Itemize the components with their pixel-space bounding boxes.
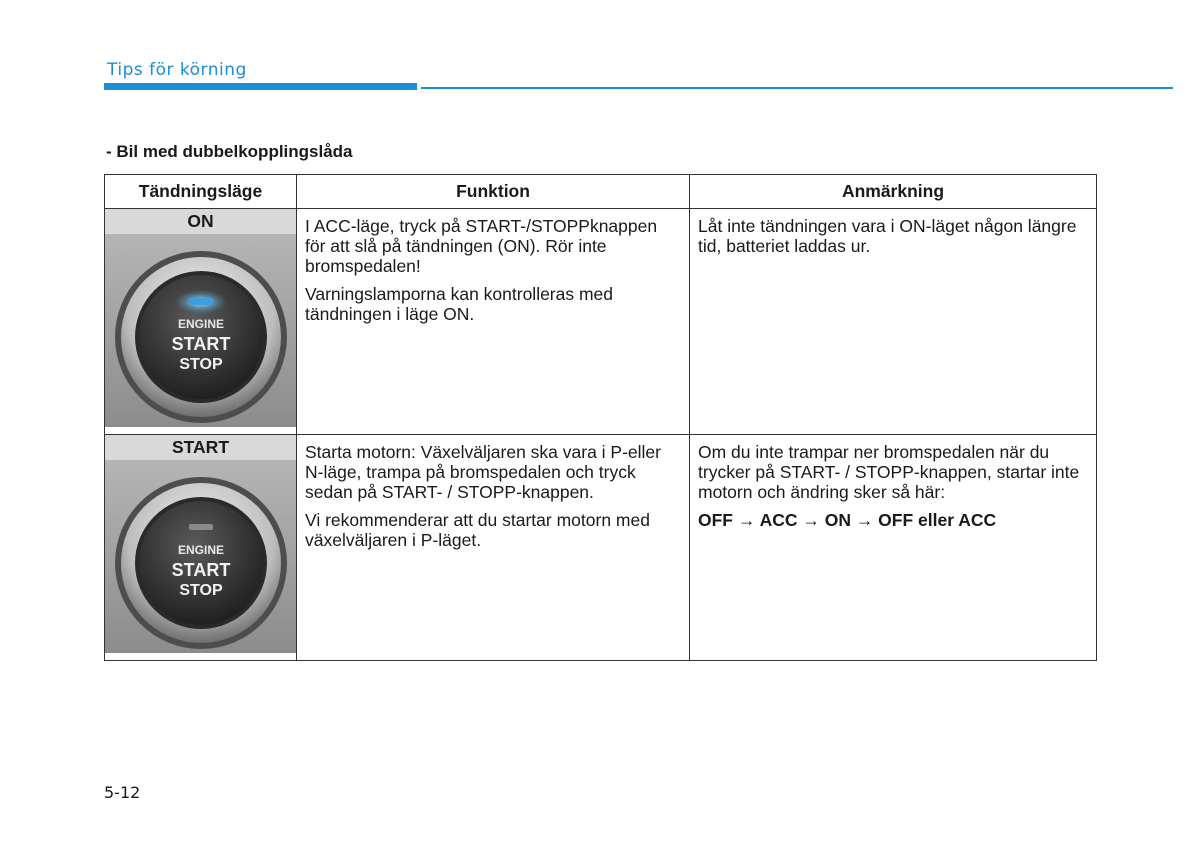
button-text-engine: ENGINE: [177, 317, 225, 331]
header-bar-thick: [104, 83, 417, 90]
start-button-image-on: [105, 234, 296, 427]
function-text: Starta motorn: Växelväljaren ska vara i P-eller N-läge, trampa på bromspedalen och tryck sedan på START- / STOPP-knappen.: [305, 442, 661, 502]
remark-cell-start: [690, 435, 1097, 661]
remark-text: Låt inte tändningen vara i ON-läget någon längre tid, batteriet laddas ur.: [698, 216, 1077, 256]
button-text-stop: STOP: [179, 356, 223, 373]
function-cell-on: [297, 209, 690, 435]
subheading: - Bil med dubbelkopplingslåda: [106, 142, 353, 161]
header-function: Funktion: [297, 175, 690, 209]
page-number: 5-12: [104, 783, 141, 802]
header-ignition-position: Tändningsläge: [105, 175, 297, 209]
ignition-label-on: ON: [105, 209, 296, 234]
table-header-row: [105, 175, 1097, 209]
start-button-image-start: [105, 460, 296, 653]
ignition-cell-start: [105, 435, 297, 661]
indicator-lamp-on: [189, 298, 213, 305]
ignition-cell-on: [105, 209, 297, 435]
table-row: [105, 435, 1097, 661]
ignition-label-start: START: [105, 435, 296, 460]
ignition-table: [104, 174, 1097, 661]
function-cell-start: [297, 435, 690, 661]
ignition-sequence: OFF → ACC → ON → OFF eller ACC: [698, 510, 997, 530]
button-text-engine: ENGINE: [177, 543, 225, 557]
button-text-stop: STOP: [179, 582, 223, 599]
button-text-start: START: [171, 560, 231, 580]
header-remark: Anmärkning: [690, 175, 1097, 209]
remark-text: Om du inte trampar ner bromspedalen när du trycker på START- / STOPP-knappen, startar inte motorn och ändring sker så här:: [698, 442, 1080, 502]
function-text: I ACC-läge, tryck på START-/STOPPknappen för att slå på tändningen (ON). Rör inte bromspedalen!: [305, 216, 658, 276]
table-row: [105, 209, 1097, 435]
function-text: Varningslamporna kan kontrolleras med tändningen i läge ON.: [305, 284, 614, 324]
function-text: Vi rekommenderar att du startar motorn med växelväljaren i P-läget.: [305, 510, 650, 550]
indicator-lamp-off: [189, 524, 213, 530]
header-bar-thin: [421, 87, 1173, 89]
section-title: Tips för körning: [107, 60, 247, 80]
button-text-start: START: [171, 334, 231, 354]
remark-cell-on: [690, 209, 1097, 435]
